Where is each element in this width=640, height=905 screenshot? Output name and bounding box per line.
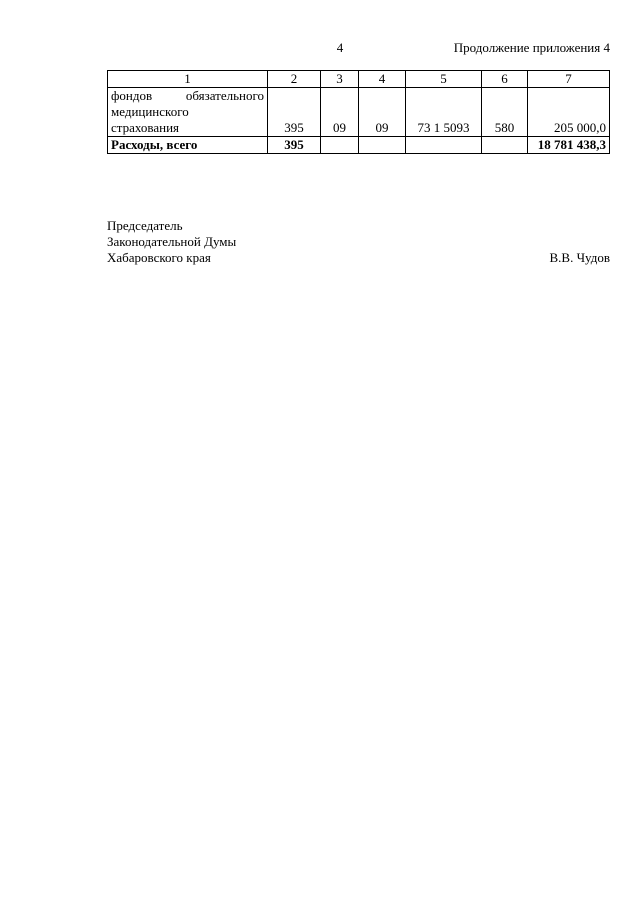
cell-expense-type: 580: [482, 88, 528, 137]
row-name-line: страхования: [111, 120, 180, 135]
row-name-line: фондов обязательного: [111, 88, 264, 103]
signer-name: В.В. Чудов: [549, 250, 610, 265]
cell-ministry-code: 395: [268, 88, 321, 137]
table-header-row: [108, 71, 610, 88]
signer-title-line: Хабаровского края: [107, 250, 211, 265]
signature-block: [107, 218, 236, 266]
column-header: 2: [268, 71, 321, 88]
continuation-title: Продолжение приложения 4: [453, 40, 610, 55]
empty-cell: [321, 137, 359, 154]
page-number: 4: [336, 40, 344, 55]
signer-title-line: Законодательной Думы: [107, 234, 237, 249]
total-ministry-code: 395: [268, 137, 321, 154]
total-amount: 18 781 438,3: [528, 137, 610, 154]
table-total-row: [108, 137, 610, 154]
column-header: 3: [321, 71, 359, 88]
column-header: 6: [482, 71, 528, 88]
table-row: [108, 88, 610, 137]
column-header: 5: [406, 71, 482, 88]
cell-subsection: 09: [359, 88, 406, 137]
column-header: 4: [359, 71, 406, 88]
row-name-line: медицинского: [111, 104, 189, 119]
cell-target-article: 73 1 5093: [406, 88, 482, 137]
column-header: 7: [528, 71, 610, 88]
empty-cell: [406, 137, 482, 154]
cell-amount: 205 000,0: [528, 88, 610, 137]
total-label: Расходы, всего: [108, 137, 268, 154]
appendix-table: [107, 70, 610, 154]
empty-cell: [482, 137, 528, 154]
signer-title-line: Председатель: [107, 218, 183, 233]
column-header: 1: [108, 71, 268, 88]
empty-cell: [359, 137, 406, 154]
cell-section: 09: [321, 88, 359, 137]
row-name-cell: [108, 88, 268, 137]
